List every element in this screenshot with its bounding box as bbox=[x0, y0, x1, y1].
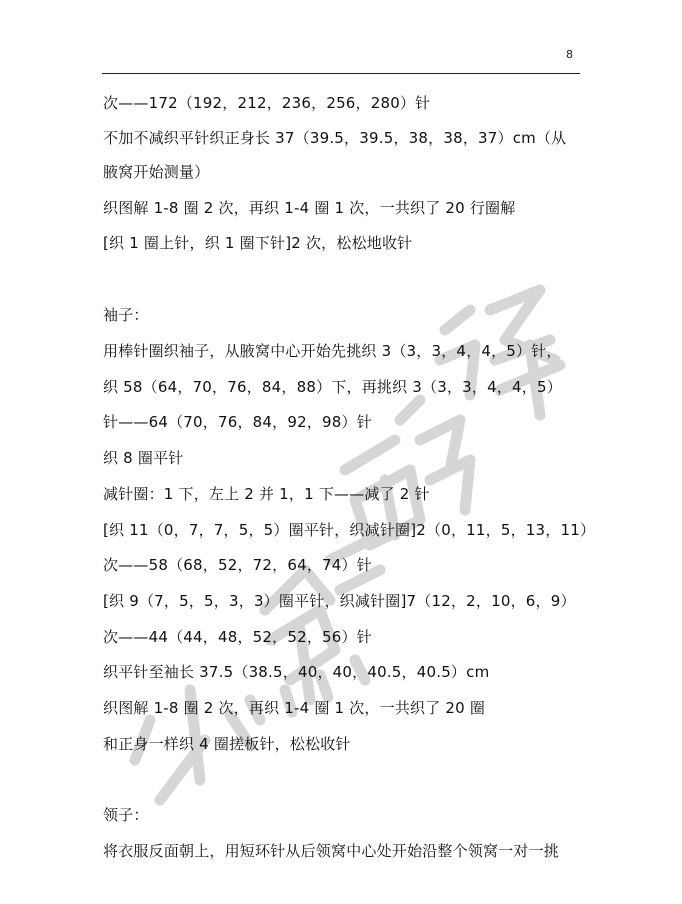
text-line: 织图解 1-8 圈 2 次，再织 1-4 圈 1 次，一共织了 20 行圈解 bbox=[103, 199, 516, 217]
section-heading-collar: 领子： bbox=[103, 806, 149, 824]
text-line: 次——44（44，48，52，52，56）针 bbox=[103, 628, 372, 646]
text-line: [织 11（0，7，7，5，5）圈平针，织减针圈]2（0，11，5，13，11） bbox=[103, 521, 596, 539]
header-rule bbox=[102, 73, 580, 74]
section-heading-sleeves: 袖子： bbox=[103, 306, 149, 324]
text-line: 织 58（64，70，76，84，88）下，再挑织 3（3，3，4，4，5） bbox=[103, 378, 562, 396]
page-number: 8 bbox=[566, 48, 573, 61]
text-line: 和正身一样织 4 圈搓板针，松松收针 bbox=[103, 735, 351, 753]
text-line: 织图解 1-8 圈 2 次，再织 1-4 圈 1 次，一共织了 20 圈 bbox=[103, 699, 486, 717]
text-line: 将衣服反面朝上，用短环针从后领窝中心处开始沿整个领窝一对一挑 bbox=[103, 842, 560, 860]
text-line: 次——58（68，52，72，64，74）针 bbox=[103, 556, 372, 574]
text-line: [织 9（7，5，5，3，3）圈平针，织减针圈]7（12，2，10，6，9） bbox=[103, 592, 576, 610]
text-line: 减针圈：1 下，左上 2 并 1，1 下——减了 2 针 bbox=[103, 485, 430, 503]
text-line: 次——172（192，212，236，256，280）针 bbox=[103, 94, 431, 112]
text-line: 不加不减织平针织正身长 37（39.5，39.5，38，38，37）cm（从 bbox=[103, 129, 567, 147]
text-line: 腋窝开始测量） bbox=[103, 163, 210, 181]
text-line: 针——64（70，76，84，92，98）针 bbox=[103, 413, 372, 431]
text-line: 织 8 圈平针 bbox=[103, 449, 184, 467]
text-line: 用棒针圈织袖子，从腋窝中心开始先挑织 3（3，3，4，4，5）针， bbox=[103, 342, 562, 360]
text-line: 织平针至袖长 37.5（38.5，40，40，40.5，40.5）cm bbox=[103, 663, 490, 681]
text-line: [织 1 圈上针，织 1 圈下针]2 次，松松地收针 bbox=[103, 234, 413, 252]
